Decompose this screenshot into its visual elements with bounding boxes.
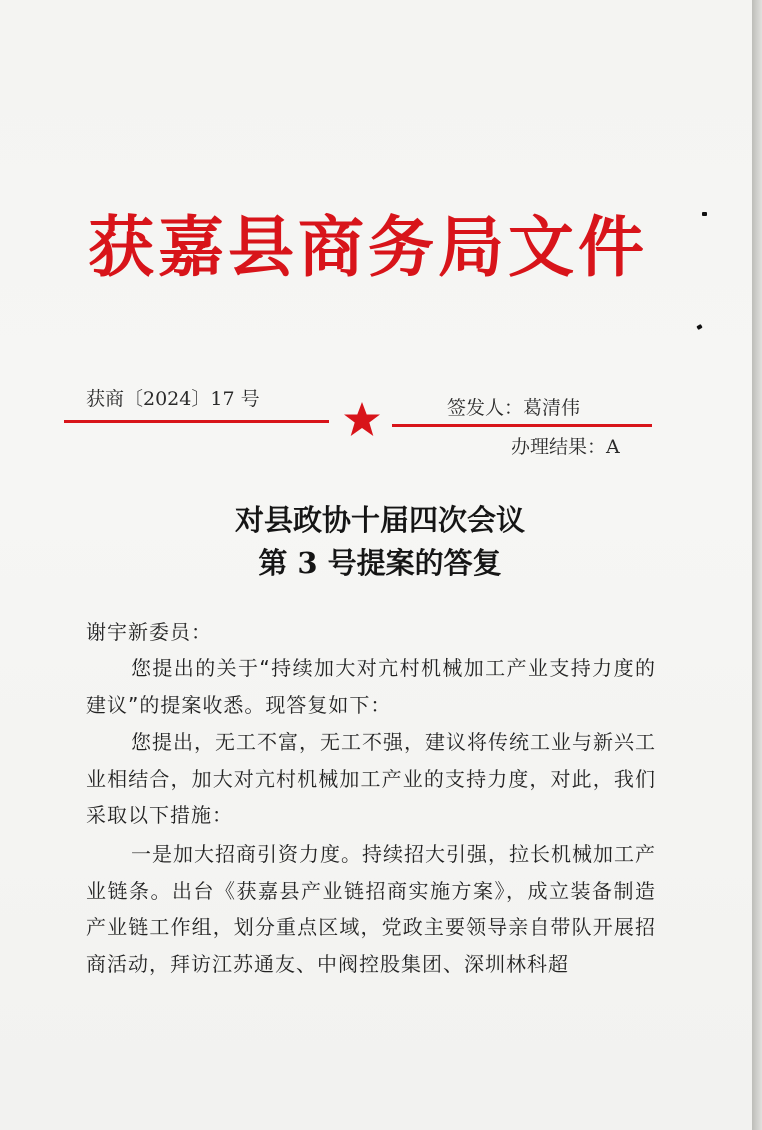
reply-title-line-1: 对县政协十届四次会议: [234, 503, 525, 537]
page-edge: [752, 0, 762, 1130]
paragraph-2: 您提出，无工不富，无工不强，建议将传统工业与新兴工业相结合，加大对亢村机械加工产业的支持力度，对此，我们采取以下措施：: [86, 730, 656, 827]
handling-result: 办理结果：A: [511, 436, 620, 458]
red-rule-right: [392, 424, 652, 427]
document-number: 获商〔2024〕17 号: [86, 388, 260, 410]
paragraph-3: 一是加大招商引资力度。持续招大引强，拉长机械加工产业链条。出台《获嘉县产业链招商实施方案》，成立装备制造产业链工作组，划分重点区域，党政主要领导亲自带队开展招商活动，拜访江苏通友、中阀控股集团、深圳林科超: [86, 842, 656, 976]
salutation: 谢宇新委员：: [86, 620, 212, 644]
masthead-title: 获嘉县商务局文件: [88, 208, 648, 286]
red-rule-left: [64, 420, 329, 423]
speck: [702, 212, 707, 216]
speck: [696, 324, 702, 330]
reply-title-line-2: 第 3 号提案的答复: [258, 546, 502, 580]
paragraph-1: 您提出的关于“持续加大对亢村机械加工产业支持力度的建议”的提案收悉。现答复如下：: [86, 656, 656, 717]
red-star-icon: [342, 400, 382, 440]
signer: 签发人：葛清伟: [447, 397, 581, 419]
